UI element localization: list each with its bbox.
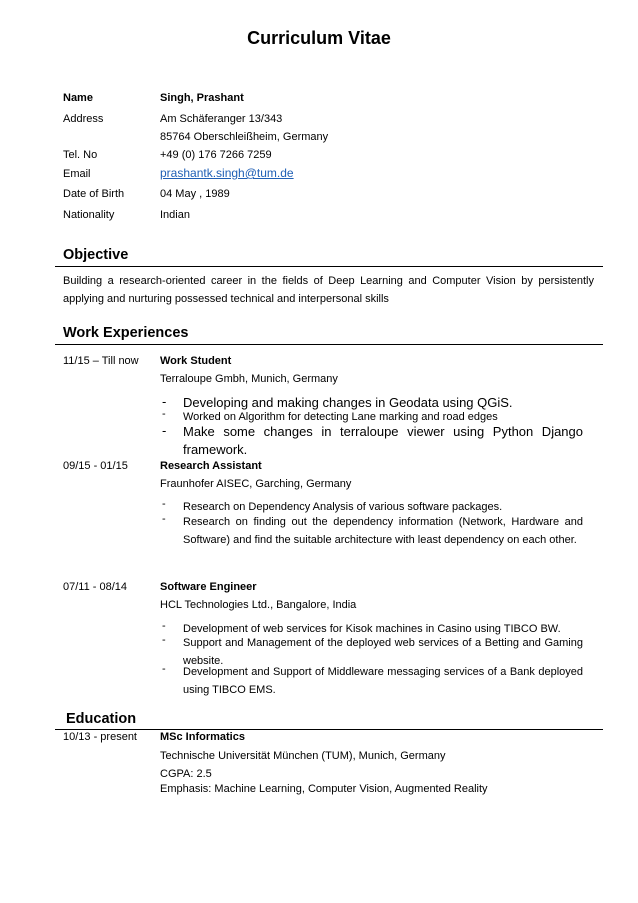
job-bullet [160, 513, 583, 549]
bullet-text: Development and Support of Middleware messaging services of a Bank deployed using TIBCO EMS. [183, 666, 583, 696]
bullet-dash: - [162, 634, 166, 646]
dob-value: 04 May , 1989 [160, 188, 230, 200]
job-bullet [160, 663, 583, 699]
bullet-text: Research on Dependency Analysis of various software packages. [183, 501, 503, 513]
bullet-text: Research on finding out the dependency information (Network, Hardware and Software) and find the suitable architecture with least dependency on each other. [183, 516, 583, 546]
tel-label: Tel. No [63, 149, 98, 161]
job-organization: Terraloupe Gmbh, Munich, Germany [160, 373, 338, 385]
name-value: Singh, Prashant [160, 92, 244, 104]
dob-label: Date of Birth [63, 188, 125, 200]
education-divider [55, 729, 603, 730]
job-bullet [160, 423, 583, 459]
education-emphasis: Emphasis: Machine Learning, Computer Vision, Augmented Reality [160, 783, 488, 795]
bullet-text: Worked on Algorithm for detecting Lane marking and road edges [183, 411, 498, 423]
bullet-dash: - [162, 498, 166, 510]
education-heading: Education [66, 711, 137, 727]
bullet-dash: - [162, 620, 166, 632]
objective-text: Building a research-oriented career in the fields of Deep Learning and Computer Vision by persistently applying and nurturing possessed technical and interpersonal skills [63, 275, 594, 305]
job-organization: Fraunhofer AISEC, Garching, Germany [160, 478, 352, 490]
work-heading: Work Experiences [63, 325, 189, 341]
page-title: Curriculum Vitae [247, 28, 391, 48]
nationality-label: Nationality [63, 209, 115, 221]
address-line-2: 85764 Oberschleißheim, Germany [160, 131, 329, 143]
job-role: Work Student [160, 355, 232, 367]
bullet-text: Make some changes in terraloupe viewer using Python Django framework. [183, 424, 583, 457]
bullet-dash: - [162, 394, 167, 409]
email-link[interactable]: prashantk.singh@tum.de [160, 166, 294, 180]
job-period: 09/15 - 01/15 [63, 460, 128, 472]
education-cgpa: CGPA: 2.5 [160, 768, 212, 780]
bullet-text: Developing and making changes in Geodata using QGiS. [183, 395, 513, 410]
name-label: Name [63, 92, 93, 104]
bullet-text: Development of web services for Kisok machines in Casino using TIBCO BW. [183, 623, 561, 635]
address-label: Address [63, 113, 104, 125]
education-period: 10/13 - present [63, 731, 137, 743]
work-divider [55, 344, 603, 345]
job-period: 07/11 - 08/14 [63, 581, 128, 593]
nationality-value: Indian [160, 209, 190, 221]
objective-divider [55, 266, 603, 267]
bullet-dash: - [162, 663, 166, 675]
email-label: Email [63, 168, 91, 180]
tel-value: +49 (0) 176 7266 7259 [160, 149, 272, 161]
bullet-text: Support and Management of the deployed web services of a Betting and Gaming website. [183, 637, 583, 667]
job-role: Software Engineer [160, 581, 257, 593]
bullet-dash: - [162, 408, 166, 420]
education-school: Technische Universität München (TUM), Munich, Germany [160, 750, 446, 762]
address-line-1: Am Schäferanger 13/343 [160, 113, 283, 125]
job-role: Research Assistant [160, 460, 262, 472]
objective-heading: Objective [63, 247, 129, 263]
education-degree: MSc Informatics [160, 731, 245, 743]
job-period: 11/15 – Till now [63, 355, 139, 367]
job-organization: HCL Technologies Ltd., Bangalore, India [160, 599, 357, 611]
bullet-dash: - [162, 423, 167, 438]
bullet-dash: - [162, 513, 166, 525]
